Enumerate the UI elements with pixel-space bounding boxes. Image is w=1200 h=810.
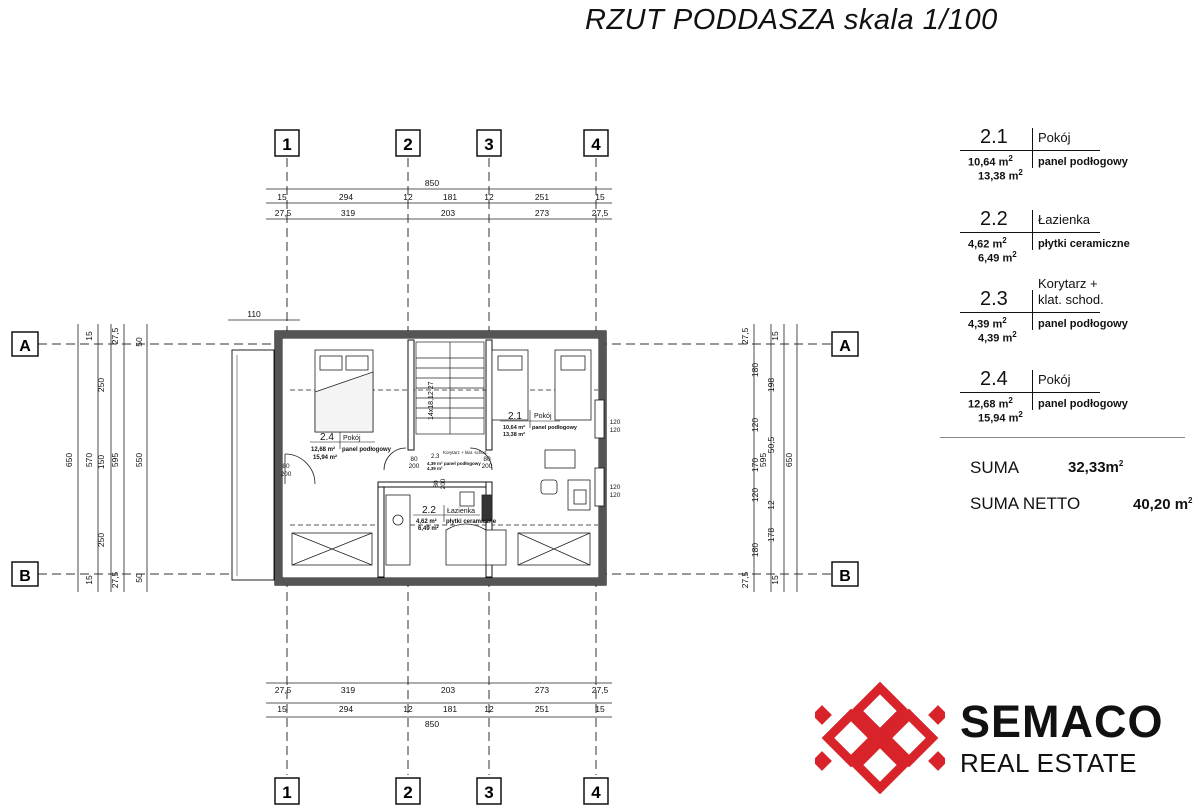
dim-bot-203: 203 [440, 685, 456, 695]
plan-r22-net: 4,62 m² [416, 519, 437, 525]
plan-r22-fin: płytki ceramiczne [446, 519, 497, 525]
mark-w2: 120 [609, 427, 621, 434]
plan-r21-net: 10,64 m² [503, 425, 526, 431]
axis-col-2-top: 2 [403, 135, 413, 154]
legend-finish: panel podłogowy [1038, 398, 1128, 410]
dim-bot-251: 251 [534, 704, 550, 714]
drawing-title: RZUT PODDASZA skala 1/100 [585, 4, 998, 36]
dim-right-12: 12 [766, 500, 776, 510]
dim-bot-15b: 15 [595, 704, 605, 714]
dimension-texts-left [64, 327, 144, 588]
legend-room-name: Łazienka [1038, 212, 1091, 227]
plan-r24-fin: panel podłogowy [342, 447, 391, 453]
semaco-logo-icon [815, 682, 945, 794]
dim-left-50b: 50 [134, 573, 144, 583]
dim-top-273: 273 [534, 208, 550, 218]
axis-row-b-left: B [19, 568, 31, 585]
dim-left-250a: 250 [96, 377, 106, 393]
legend-finish: panel podłogowy [1038, 318, 1128, 330]
dim-bot-15a: 15 [277, 704, 287, 714]
mark-d5: 80 [282, 463, 290, 470]
dim-top-319: 319 [340, 208, 356, 218]
dim-right-170: 170 [750, 457, 760, 473]
axis-column-markers-bottom [275, 778, 608, 804]
axis-col-4-bottom: 4 [591, 783, 601, 802]
axis-col-3-top: 3 [484, 135, 494, 154]
dim-top-294: 294 [338, 192, 354, 202]
dim-right-595: 595 [758, 452, 768, 468]
sum-netto-label: SUMA NETTO [970, 494, 1081, 513]
dim-bot-294: 294 [338, 704, 354, 714]
dim-top-203: 203 [440, 208, 456, 218]
dim-right-275b: 27,5 [740, 571, 750, 589]
dim-right-180a: 180 [750, 362, 760, 378]
plan-r23-net: 4,39 m² [427, 461, 443, 466]
mark-d3: 80 [483, 456, 491, 463]
plan-r23-fin: panel podłogowy [444, 461, 481, 466]
plan-r24-num: 2.4 [320, 432, 334, 443]
axis-col-1-top: 1 [282, 135, 292, 154]
legend-room-2-4 [960, 362, 1190, 434]
dim-bot-275b: 27,5 [591, 685, 609, 695]
dim-bot-319: 319 [340, 685, 356, 695]
dim-top-15b: 15 [595, 192, 605, 202]
plan-r23-num: 2.3 [431, 454, 440, 460]
plan-r22-name: Łazienka [447, 508, 476, 515]
dim-top-275a: 27,5 [274, 208, 292, 218]
dim-right-120a: 120 [750, 417, 760, 433]
stair-label: 14x18,12 27 [428, 381, 435, 420]
plan-r23-name: Korytarz + klat. schod. [443, 450, 488, 455]
legend-gross-area: 13,38 $m^2$ [978, 168, 1023, 183]
sum-netto-value: 40,20 $m^2$ [1133, 496, 1193, 513]
dim-top-15a: 15 [277, 192, 287, 202]
dim-top-181: 181 [442, 192, 458, 202]
dim-right-15b: 15 [770, 575, 780, 585]
dimension-texts-bottom [275, 685, 609, 729]
legend-net-area: 4,39 $m^2$ [968, 316, 1007, 331]
plan-r22-num: 2.2 [422, 505, 436, 516]
legend-room-number: 2.2 [980, 208, 1008, 230]
mark-d7: 80 [433, 480, 440, 488]
mark-d4: 200 [481, 463, 493, 470]
plan-r21-fin: panel podłogowy [532, 425, 577, 431]
dim-bot-275a: 27,5 [274, 685, 292, 695]
legend-room-2-1 [960, 120, 1190, 192]
dim-right-178: 178 [766, 527, 776, 543]
axis-col-1-bottom: 1 [282, 783, 292, 802]
dim-bot-12a: 12 [403, 704, 413, 714]
legend-gross-area: 6,49 $m^2$ [978, 250, 1017, 265]
mark-w4: 120 [609, 492, 621, 499]
dim-left-offset: 110 [247, 309, 261, 319]
dim-top-251: 251 [534, 192, 550, 202]
legend-finish: płytki ceramiczne [1038, 238, 1130, 250]
plan-r21-name: Pokój [534, 413, 552, 420]
dim-left-550: 550 [134, 452, 144, 468]
legend-gross-area: 4,39 $m^2$ [978, 330, 1017, 345]
plan-r21-gross: 13,38 m² [503, 432, 526, 438]
dimension-texts-top [247, 178, 608, 319]
brand-tagline: REAL ESTATE [960, 748, 1137, 778]
dim-left-250b: 250 [96, 532, 106, 548]
dim-right-15a: 15 [770, 331, 780, 341]
dim-bot-181: 181 [442, 704, 458, 714]
dim-left-50a: 50 [134, 337, 144, 347]
mark-w3: 120 [609, 484, 621, 491]
dim-top-total: 850 [424, 178, 440, 188]
dim-left-650: 650 [64, 452, 74, 468]
axis-row-b-right: B [839, 568, 851, 585]
dim-right-275a: 27,5 [740, 327, 750, 345]
legend-room-number: 2.3 [980, 288, 1008, 310]
plan-r21-num: 2.1 [508, 411, 522, 422]
legend-net-area: 12,68 $m^2$ [968, 396, 1013, 411]
legend-net-area: 10,64 $m^2$ [968, 154, 1013, 169]
legend-room-name: Pokój [1038, 130, 1071, 145]
axis-col-2-bottom: 2 [403, 783, 413, 802]
dim-left-150: 150 [96, 454, 106, 470]
axis-row-a-right: A [839, 338, 851, 355]
dim-bot-273: 273 [534, 685, 550, 695]
sum-value: $32,33m^2$ [1068, 459, 1124, 476]
axis-col-3-bottom: 3 [484, 783, 494, 802]
plan-r24-gross: 15,94 m² [313, 455, 338, 461]
dim-top-12b: 12 [484, 192, 494, 202]
legend-finish: panel podłogowy [1038, 156, 1128, 168]
mark-d2: 200 [408, 463, 420, 470]
mark-w1: 120 [609, 419, 621, 426]
brand-name: SEMACO [960, 696, 1164, 747]
dim-left-15a: 15 [84, 331, 94, 341]
legend-gross-area: 15,94 $m^2$ [978, 410, 1023, 425]
mark-d6: 200 [280, 471, 292, 478]
axis-col-4-top: 4 [591, 135, 601, 154]
legend-room-number: 2.1 [980, 126, 1008, 148]
dim-bot-12b: 12 [484, 704, 494, 714]
dim-right-120b: 120 [750, 487, 760, 503]
dim-right-650: 650 [784, 452, 794, 468]
sum-label: SUMA [970, 458, 1020, 477]
axis-row-a-left: A [19, 338, 31, 355]
plan-r23-gross: 4,39 m² [427, 466, 443, 471]
legend-room-2-2 [960, 202, 1190, 274]
plan-r24-name: Pokój [343, 435, 361, 442]
dim-top-275b: 27,5 [591, 208, 609, 218]
legend-room-name: Pokój [1038, 372, 1071, 387]
legend-room-number: 2.4 [980, 368, 1008, 390]
axis-column-markers-top [275, 130, 608, 156]
dim-top-12a: 12 [403, 192, 413, 202]
legend-room-name: Korytarz + klat. schod. [1038, 276, 1104, 307]
dim-left-15b: 15 [84, 575, 94, 585]
dim-right-180b: 180 [750, 542, 760, 558]
mark-d1: 80 [410, 456, 418, 463]
legend-room-2-3 [960, 276, 1190, 354]
legend-separator [940, 437, 1185, 438]
plan-r24-net: 12,68 m² [311, 447, 336, 453]
dim-right-198: 198 [766, 377, 776, 393]
balcony [232, 350, 274, 580]
dim-right-505: 50,5 [766, 436, 776, 454]
mark-d8: 200 [440, 478, 447, 490]
dim-left-275b: 27,5 [110, 571, 120, 589]
dim-left-595: 595 [110, 452, 120, 468]
plan-r22-gross: 6,49 m² [418, 526, 439, 532]
dim-left-275a: 27,5 [110, 327, 120, 345]
dimension-texts-right [740, 327, 794, 588]
legend-net-area: 4,62 $m^2$ [968, 236, 1007, 251]
dim-left-570: 570 [84, 452, 94, 468]
dim-bot-total: 850 [424, 719, 440, 729]
